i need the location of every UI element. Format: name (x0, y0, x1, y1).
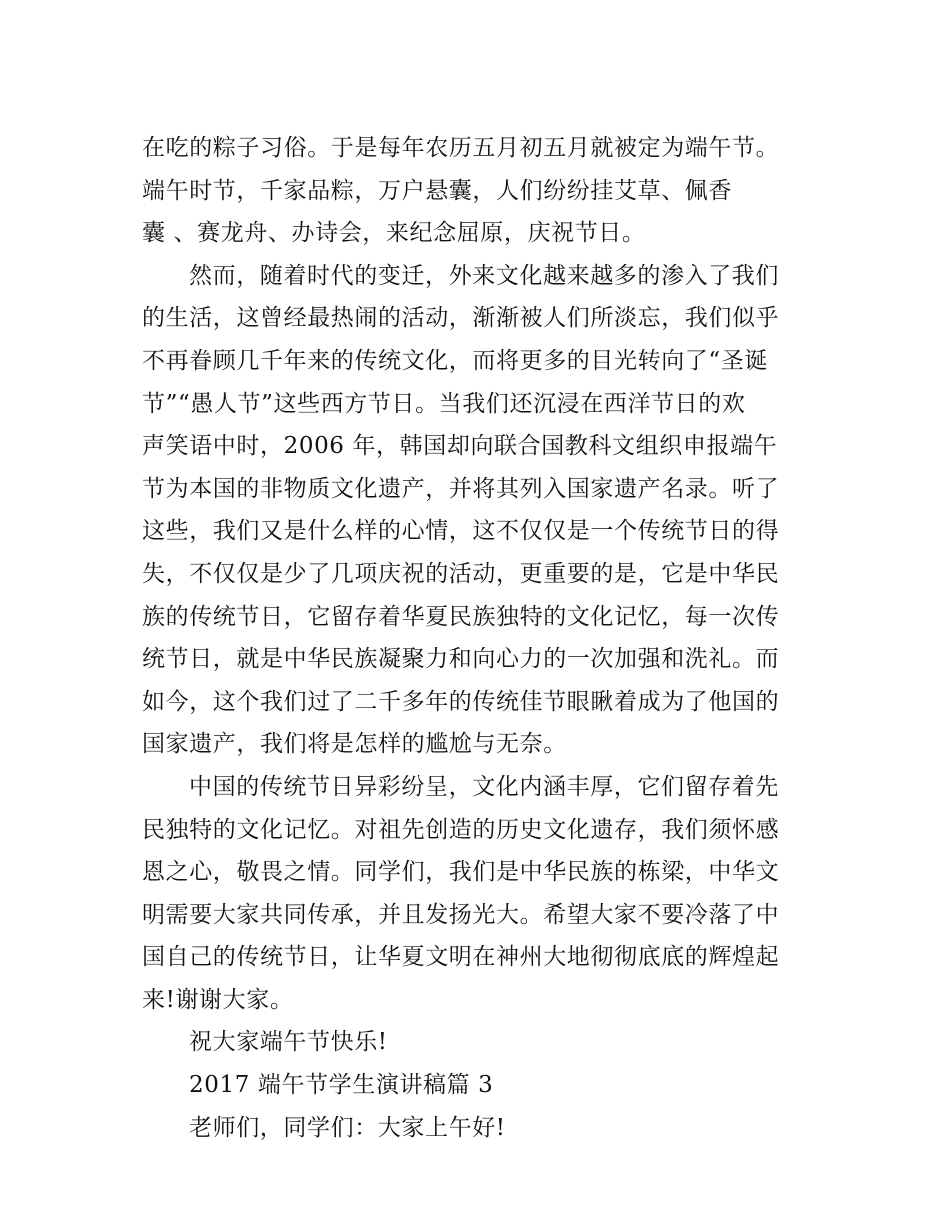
text-line: 囊 、赛龙舟、办诗会，来纪念屈原，庆祝节日。 (142, 220, 646, 247)
text-line: 节为本国的非物质文化遗产，并将其列入国家遗产名录。听了 (142, 475, 780, 502)
document-body (142, 127, 814, 1149)
section-heading: 2017 端午节学生演讲稿篇 3 (189, 1072, 494, 1099)
text-line: 来!谢谢大家。 (142, 986, 294, 1013)
text-line: 族的传统节日，它留存着华夏民族独特的文化记忆，每一次传 (142, 603, 780, 630)
text-line: 失，不仅仅是少了几项庆祝的活动，更重要的是，它是中华民 (142, 560, 780, 587)
paragraph-start-line: 中国的传统节日异彩纷呈，文化内涵丰厚，它们留存着先 (189, 773, 779, 800)
text-line: 不再眷顾几千年来的传统文化，而将更多的目光转向了“圣诞 (142, 347, 768, 374)
text-line: 的生活，这曾经最热闹的活动，渐渐被人们所淡忘，我们似乎 (142, 305, 780, 332)
text-line: 统节日，就是中华民族凝聚力和向心力的一次加强和洗礼。而 (142, 646, 780, 673)
text-line: 国自己的传统节日，让华夏文明在神州大地彻彻底底的辉煌起 (142, 944, 780, 971)
text-line: 这些，我们又是什么样的心情，这不仅仅是一个传统节日的得 (142, 518, 780, 545)
text-line: 节”“愚人节”这些西方节日。当我们还沉浸在西洋节日的欢 (142, 390, 746, 417)
text-line: 端午时节，千家品粽，万户悬囊，人们纷纷挂艾草、佩香 (142, 177, 732, 204)
greeting-line: 老师们，同学们：大家上午好! (189, 1114, 506, 1141)
text-line: 声笑语中时，2006 年，韩国却向联合国教科文组织申报端午 (142, 433, 778, 460)
text-line: 民独特的文化记忆。对祖先创造的历史文化遗存，我们须怀感 (142, 816, 780, 843)
text-line: 国家遗产，我们将是怎样的尴尬与无奈。 (142, 731, 567, 758)
text-line: 明需要大家共同传承，并且发扬光大。希望大家不要冷落了中 (142, 901, 780, 928)
closing-wish-line: 祝大家端午节快乐! (189, 1029, 388, 1056)
paragraph-start-line: 然而，随着时代的变迁，外来文化越来越多的渗入了我们 (189, 262, 779, 289)
text-line: 恩之心，敬畏之情。同学们，我们是中华民族的栋梁，中华文 (142, 859, 780, 886)
text-line: 如今，这个我们过了二千多年的传统佳节眼瞅着成为了他国的 (142, 688, 780, 715)
text-line: 在吃的粽子习俗。于是每年农历五月初五月就被定为端午节。 (142, 135, 780, 161)
